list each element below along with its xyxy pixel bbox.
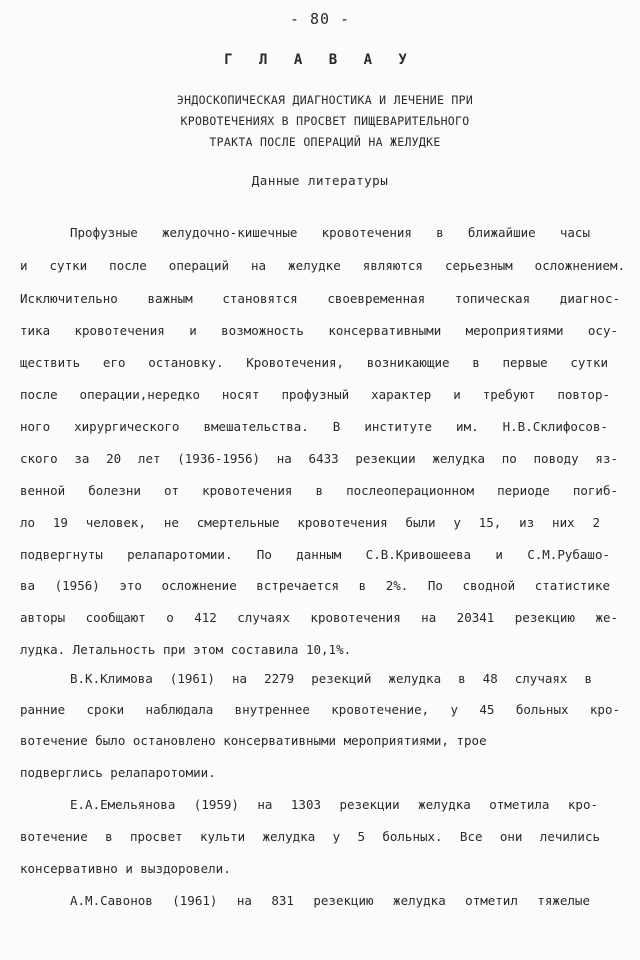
chapter-title (90, 90, 560, 153)
section-subheading: Данные литературы (251, 173, 389, 188)
text-line: Исключительно важным становятся своевременная топическая диагнос- (20, 291, 620, 306)
text-line: ва (1956) это осложнение встречается в 2%. По сводной статистике (20, 578, 610, 593)
chapter-title-line: ТРАКТА ПОСЛЕ ОПЕРАЦИЙ НА ЖЕЛУДКЕ (209, 135, 441, 149)
text-line: вотечение было остановлено консервативными мероприятиями, трое (20, 733, 487, 748)
text-line: и сутки после операций на желудке являются серьезным осложнением. (20, 258, 625, 273)
text-line: ществить его остановку. Кровотечения, возникающие в первые сутки (20, 355, 608, 370)
text-line: подвергнуты релапаротомии. По данным С.В.Кривошеева и С.М.Рубашо- (20, 547, 610, 562)
text-line: В.К.Климова (1961) на 2279 резекций желудка в 48 случаях в (70, 671, 592, 686)
chapter-title-line: ЭНДОСКОПИЧЕСКАЯ ДИАГНОСТИКА И ЛЕЧЕНИЕ ПРИ (176, 93, 474, 107)
chapter-title-line: КРОВОТЕЧЕНИЯХ В ПРОСВЕТ ПИЩЕВАРИТЕЛЬНОГО (180, 114, 470, 128)
text-line: подверглись релапаротомии. (20, 765, 216, 780)
text-line: консервативно и выздоровели. (20, 861, 231, 876)
text-line: ранние сроки наблюдала внутреннее кровотечение, у 45 больных кро- (20, 702, 620, 717)
page-number: - 80 - (289, 10, 351, 28)
text-line: авторы сообщают о 412 случаях кровотечения на 20341 резекцию же- (20, 610, 618, 625)
text-line: вотечение в просвет культи желудка у 5 больных. Все они лечились (20, 829, 600, 844)
text-line: А.М.Савонов (1961) на 831 резекцию желудка отметил тяжелые (70, 893, 590, 908)
chapter-heading: Г Л А В А У (224, 52, 416, 68)
text-line: ло 19 человек, не смертельные кровотечения были у 15, из них 2 (20, 515, 600, 530)
text-line: ного хирургического вмешательства. В институте им. Н.В.Склифосов- (20, 419, 608, 434)
text-line: тика кровотечения и возможность консервативными мероприятиями осу- (20, 323, 618, 338)
text-line: ского за 20 лет (1936-1956) на 6433 резекции желудка по поводу яз- (20, 451, 618, 466)
text-line: венной болезни от кровотечения в послеоперационном периоде погиб- (20, 483, 618, 498)
text-line: Е.А.Емельянова (1959) на 1303 резекции желудка отметила кро- (70, 797, 598, 812)
text-line: после операции,нередко носят профузный характер и требуют повтор- (20, 387, 610, 402)
text-line: лудка. Летальность при этом составила 10,1%. (20, 642, 352, 657)
text-line: Профузные желудочно-кишечные кровотечения в ближайшие часы (70, 225, 590, 240)
